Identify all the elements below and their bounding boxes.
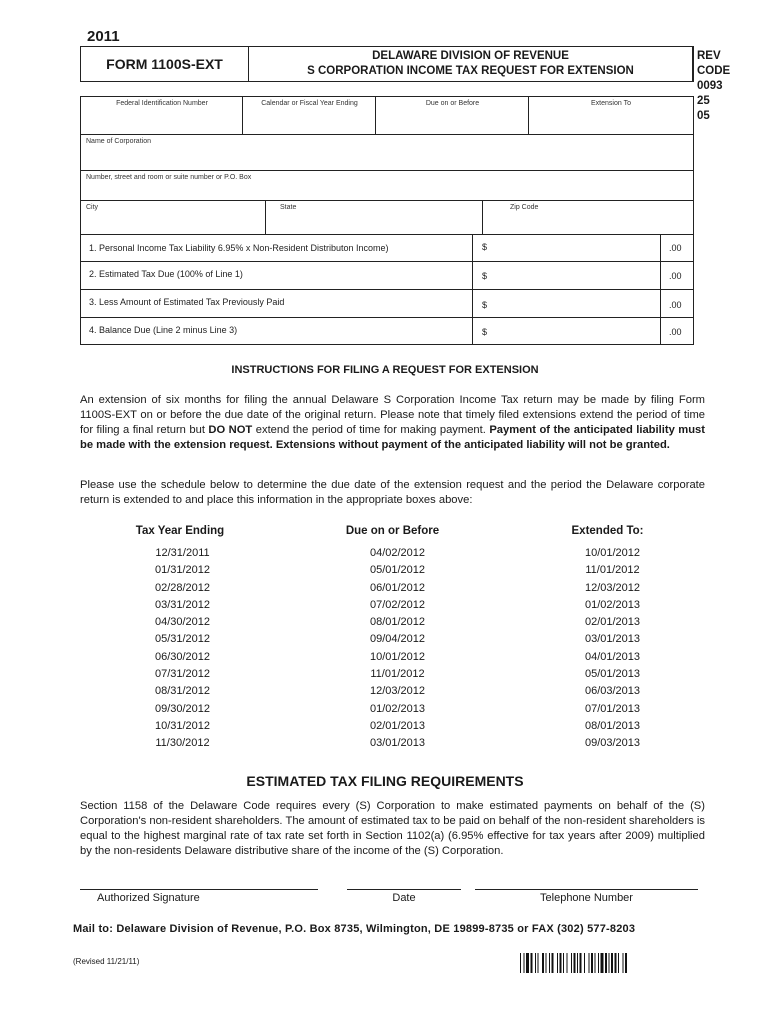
state-field[interactable]	[266, 201, 483, 235]
form-year: 2011	[87, 28, 120, 45]
date-line[interactable]	[347, 889, 461, 890]
line-2-currency: $	[482, 271, 488, 281]
table-cell: 10/31/2012	[154, 719, 211, 732]
table-cell: 05/01/2013	[584, 668, 641, 681]
telephone-line[interactable]	[475, 889, 698, 890]
table-cell: 11/01/2012	[370, 668, 425, 681]
extension-to-field[interactable]	[529, 97, 693, 135]
line-2-amount[interactable]	[472, 262, 661, 289]
table-cell: 01/31/2012	[154, 564, 211, 577]
telephone-label: Telephone Number	[540, 892, 633, 904]
corp-name-field[interactable]	[81, 135, 693, 171]
instructions-text-a: An extension of six months for filing the annual Delaware S Corporation Income Tax return may be made by filing Form 1100S-EXT on or before the due date of the original return. Please note that timely filed extensions extend the period of time for filing a final return but	[80, 394, 705, 436]
line-3-label: 3. Less Amount of Estimated Tax Previously Paid	[89, 297, 285, 307]
instructions-text-d: Payment of the anticipated liability must be made with the extension request. Extensions without payment of the anticipated liability will not be granted.	[80, 424, 705, 451]
date-label: Date	[392, 892, 416, 904]
line-1-row	[81, 235, 693, 262]
table-cell: 10/01/2012	[369, 650, 426, 663]
signature-label: Authorized Signature	[97, 892, 200, 904]
line-4-row	[81, 318, 693, 344]
revision-date: (Revised 11/21/11)	[73, 957, 140, 966]
schedule-column-extended	[560, 545, 665, 753]
table-cell: 02/28/2012	[154, 581, 211, 594]
address-field[interactable]	[81, 171, 693, 201]
line-3-currency: $	[482, 300, 488, 310]
line-4-amount[interactable]	[472, 318, 661, 344]
table-cell: 03/31/2012	[154, 598, 211, 611]
table-cell: 12/03/2012	[584, 581, 641, 594]
address-label: Number, street and room or suite number or P.O. Box	[86, 174, 252, 181]
year-ending-label: Calendar or Fiscal Year Ending	[261, 100, 358, 107]
table-cell: 07/02/2012	[369, 598, 426, 611]
table-cell: 06/30/2012	[154, 650, 211, 663]
schedule-column-year-ending	[130, 545, 235, 753]
schedule-column-due	[345, 545, 450, 753]
line-3-amount[interactable]	[472, 290, 661, 317]
table-cell: 04/01/2013	[584, 650, 641, 663]
instructions-paragraph-1	[80, 393, 705, 453]
line-1-amount[interactable]	[472, 235, 661, 261]
table-cell: 09/03/2013	[584, 737, 641, 750]
table-cell: 01/02/2013	[369, 702, 426, 715]
line-4-currency: $	[482, 327, 488, 337]
table-cell: 08/01/2013	[584, 719, 641, 732]
table-cell: 02/01/2013	[584, 616, 641, 629]
zip-field[interactable]	[483, 201, 693, 235]
table-cell: 06/03/2013	[584, 685, 641, 698]
due-date-field[interactable]	[376, 97, 529, 135]
line-1-cents: .00	[669, 243, 682, 253]
zip-label: Zip Code	[510, 204, 539, 211]
table-cell: 09/30/2012	[154, 702, 211, 715]
schedule-header-due: Due on or Before	[345, 525, 440, 537]
table-cell: 08/31/2012	[154, 685, 211, 698]
table-cell: 06/01/2012	[369, 581, 426, 594]
signature-line[interactable]	[80, 889, 318, 890]
table-cell: 03/01/2013	[584, 633, 641, 646]
form-name: FORM 1100S-EXT	[81, 47, 249, 81]
line-2-label: 2. Estimated Tax Due (100% of Line 1)	[89, 269, 243, 279]
due-date-label: Due on or Before	[425, 100, 480, 107]
line-2-cents: .00	[669, 271, 682, 281]
table-cell: 05/01/2012	[369, 564, 426, 577]
table-cell: 07/31/2012	[154, 668, 211, 681]
estimated-tax-heading: ESTIMATED TAX FILING REQUIREMENTS	[246, 773, 524, 789]
instructions-text-b: DO NOT	[208, 424, 253, 436]
corp-name-label: Name of Corporation	[86, 138, 151, 145]
form-fields-box	[80, 96, 694, 345]
table-cell: 03/01/2013	[369, 737, 426, 750]
table-cell: 04/30/2012	[154, 616, 211, 629]
table-cell: 05/31/2012	[154, 633, 211, 646]
line-3-row	[81, 290, 693, 318]
table-cell: 04/02/2012	[369, 547, 426, 559]
instructions-paragraph-2: Please use the schedule below to determine the due date of the extension request and the period the Delaware corporate return is extended to and place this information in the appropriate boxes above:	[80, 479, 705, 506]
table-cell: 10/01/2012	[584, 547, 641, 559]
table-cell: 12/03/2012	[369, 685, 426, 698]
table-cell: 12/31/2011	[155, 547, 210, 559]
line-3-cents: .00	[669, 300, 682, 310]
schedule-header-year-ending: Tax Year Ending	[135, 525, 225, 537]
line-1-currency: $	[482, 242, 488, 252]
instructions-heading: INSTRUCTIONS FOR FILING A REQUEST FOR EXTENSION	[231, 364, 539, 376]
rev-code-block: REV CODE 0093 25 05	[697, 50, 731, 122]
city-label: City	[86, 204, 99, 211]
mailing-address: Mail to: Delaware Division of Revenue, P.O. Box 8735, Wilmington, DE 19899-8735 or FAX (302) 577-8203	[73, 923, 636, 935]
table-cell: 02/01/2013	[369, 719, 426, 732]
federal-id-label: Federal Identification Number	[116, 100, 208, 107]
table-cell: 09/04/2012	[369, 633, 426, 646]
agency-name: DELAWARE DIVISION OF REVENUE	[372, 50, 569, 62]
line-2-row	[81, 262, 693, 290]
table-cell: 08/01/2012	[369, 616, 426, 629]
instructions-text-c: extend the period of time for making payment.	[252, 424, 490, 436]
form-title: S CORPORATION INCOME TAX REQUEST FOR EXTENSION	[307, 65, 634, 77]
form-title-block	[249, 47, 693, 81]
table-cell: 07/01/2013	[584, 702, 641, 715]
table-cell: 11/30/2012	[155, 737, 210, 750]
schedule-header-extended: Extended To:	[571, 525, 644, 537]
year-ending-field[interactable]	[243, 97, 376, 135]
table-cell: 01/02/2013	[584, 598, 641, 611]
table-cell: 11/01/2012	[585, 564, 640, 577]
federal-id-field[interactable]	[81, 97, 243, 135]
line-4-label: 4. Balance Due (Line 2 minus Line 3)	[89, 325, 238, 335]
barcode-icon	[520, 953, 702, 973]
estimated-tax-body: Section 1158 of the Delaware Code requires every (S) Corporation to make estimated payments on behalf of the (S) Corporation's non-resident shareholders. The amount of estimated tax to be paid on behalf of the non-resident shareholders is equal to the highest marginal rate of tax rate set forth in Section 1102(a) (6.95% effective for tax years after 2009) multiplied by the non-residents Delaware distributive share of the income of the (S) Corporation.	[80, 800, 705, 857]
city-field[interactable]	[81, 201, 266, 235]
line-1-label: 1. Personal Income Tax Liability 6.95% x Non-Resident Distributon Income)	[89, 243, 389, 253]
state-label: State	[280, 204, 297, 211]
extension-to-label: Extension To	[591, 100, 631, 107]
line-4-cents: .00	[669, 327, 682, 337]
